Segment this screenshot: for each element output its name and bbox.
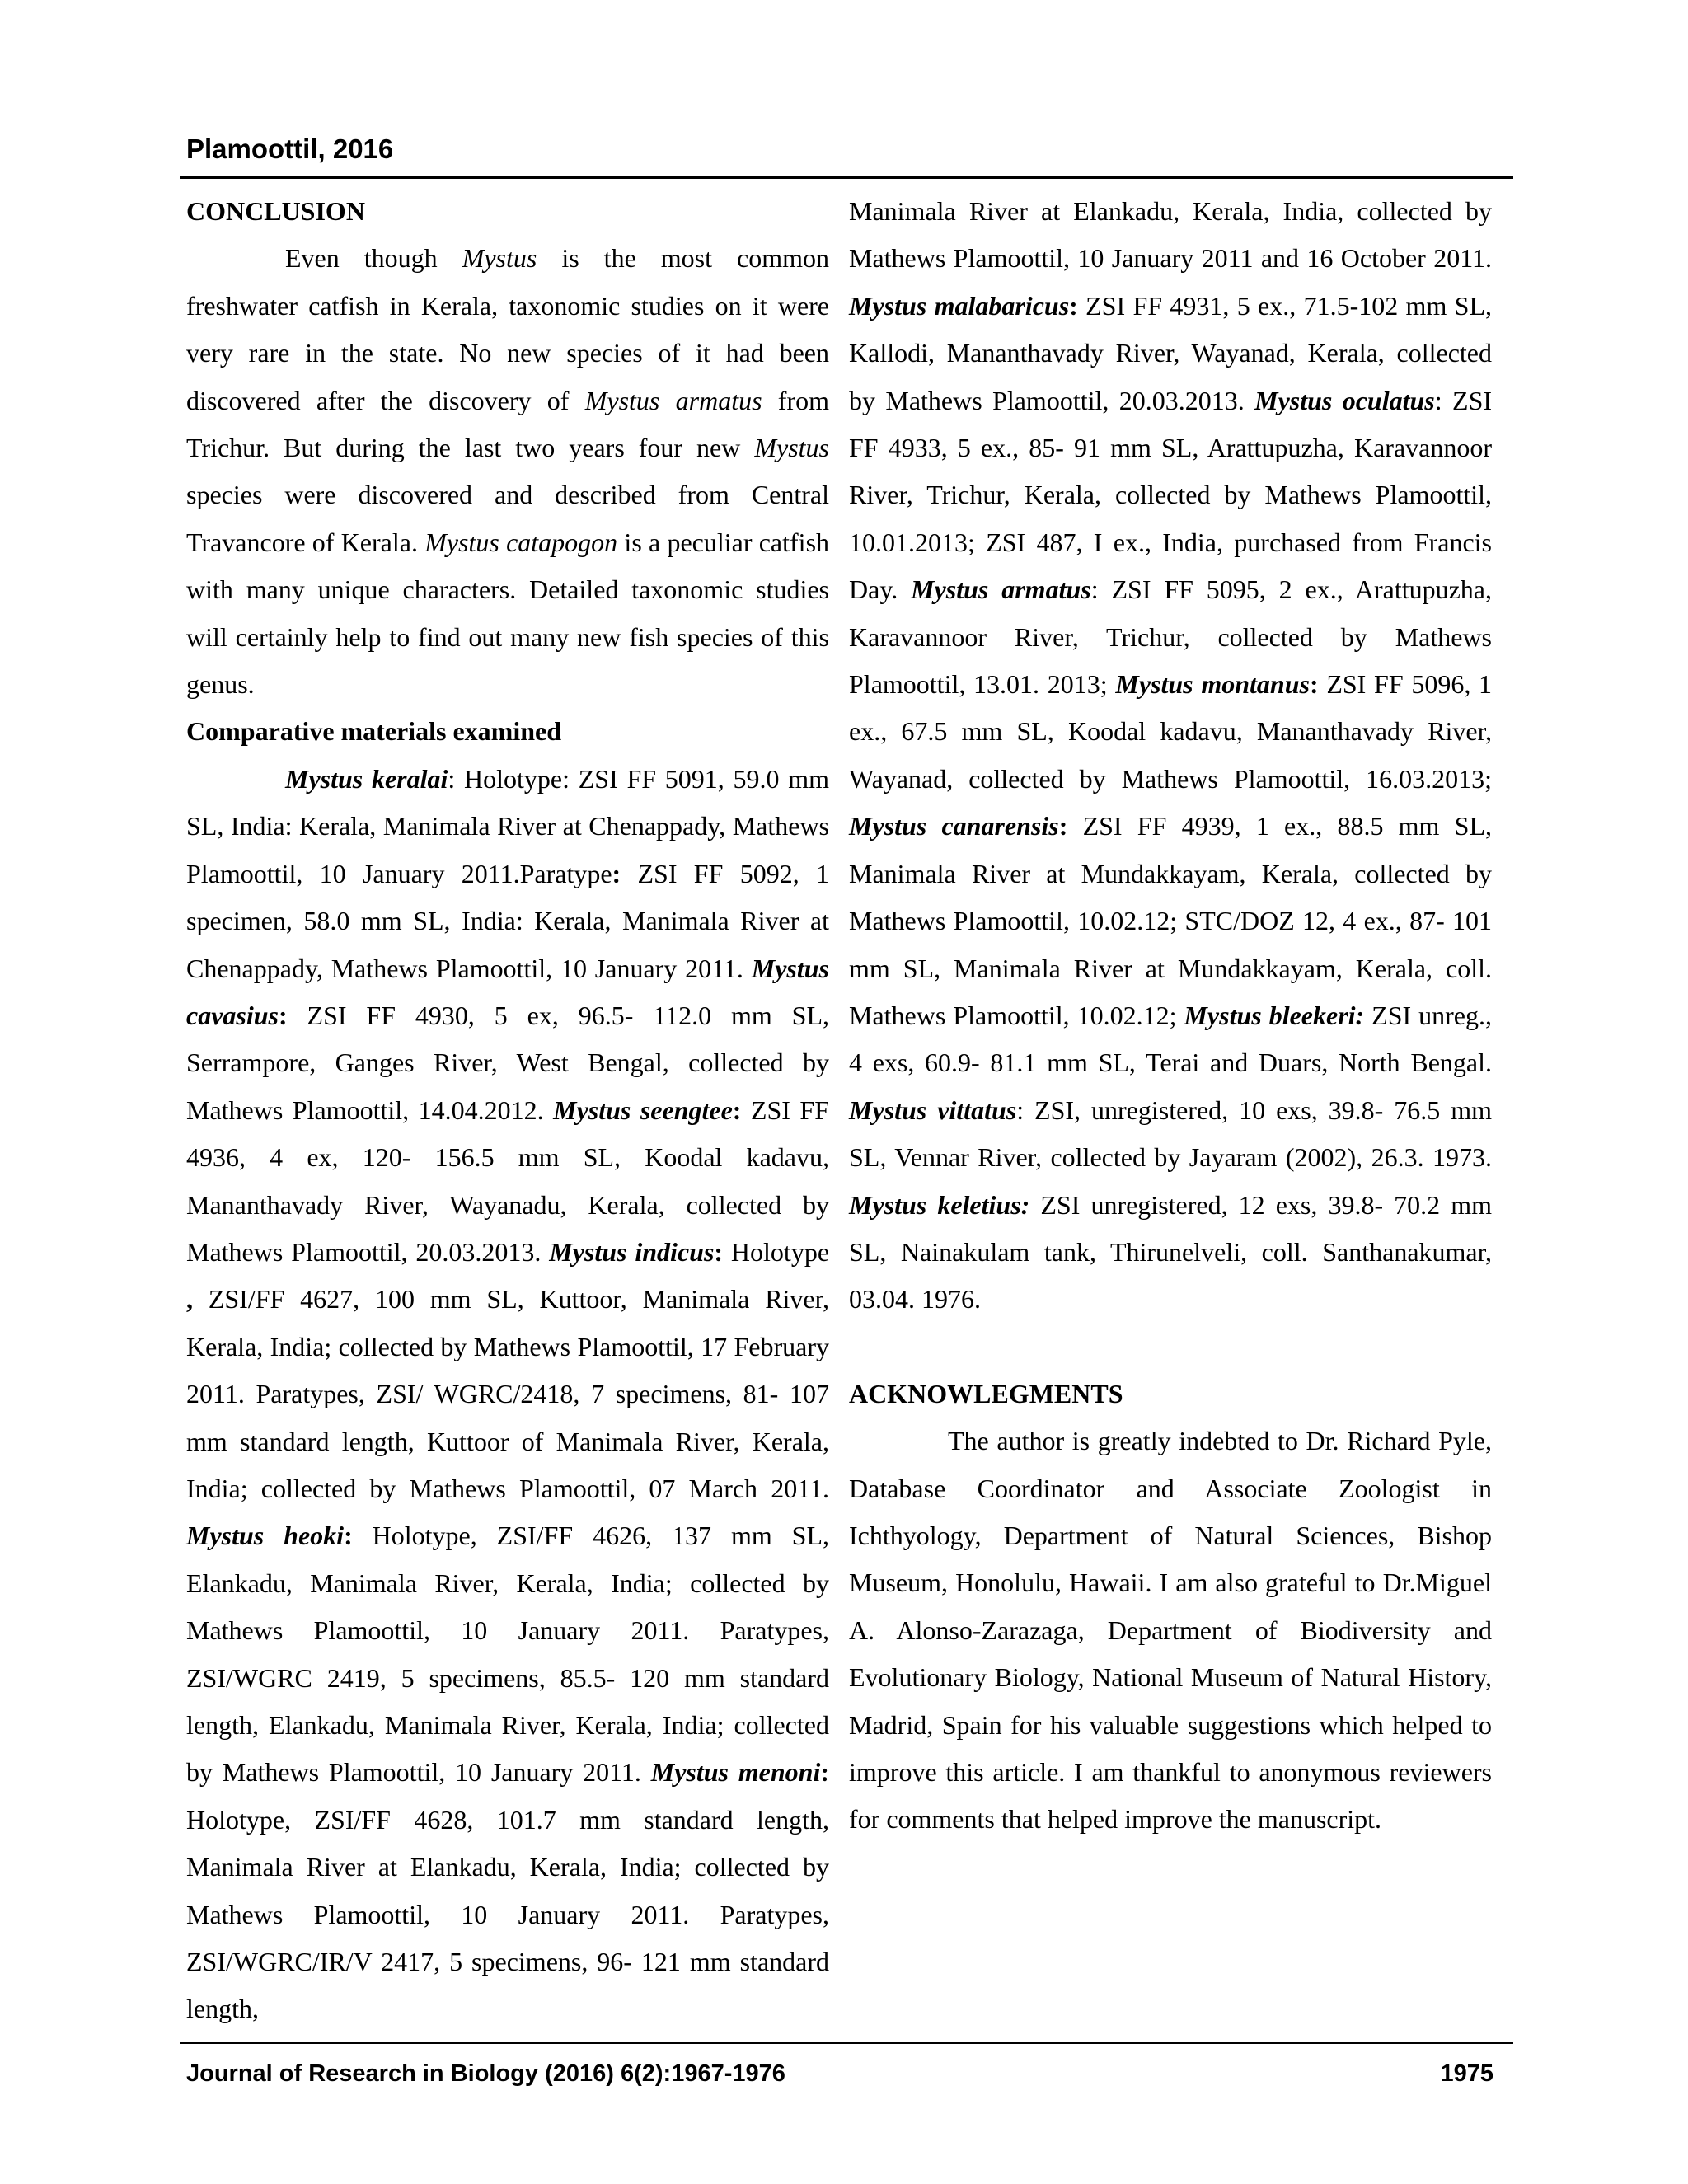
journal-citation: Journal of Research in Biology (2016) 6(2):1967-1976 [186,2060,785,2087]
punct: : [1069,290,1078,321]
punct: , [186,1284,193,1315]
taxon-name: Mystus [754,433,829,463]
page-number: 1975 [1440,2060,1493,2087]
text-run: : ZSI, unregistered, 10 exs, 39.8- 76.5 mm SL, Vennar River, collected by Jayaram (2002), 26.3. 1973. [849,1094,1493,1173]
punct: : [732,1094,742,1125]
taxon-name: Mystus armatus [584,385,762,415]
taxon-name: Mystus [462,243,537,274]
species-name: Mystus malabaricus [849,290,1070,321]
text-run: : Holotype: ZSI FF 5091, 59.0 mm SL, India: Kerala, Manimala River at Chenappady, Mathews Plamoottil, 10 January 2011.Paratype [186,763,830,888]
punct: : [1309,669,1319,700]
text-run: ZSI FF 4931, 5 ex., 71.5-102 mm SL, Kallodi, Mananthavady River, Wayanad, Kerala, collected by Mathews Plamoottil, 20.03.2013. [849,290,1493,415]
text-run: Manimala River at Elankadu, Kerala, India, collected by Mathews Plamoottil, 10 January 2011 and 16 October 2011. [849,196,1492,274]
species-name: Mystus montanus [1115,669,1310,700]
text-run: Holotype, ZSI/FF 4628, 101.7 mm standard length, Manimala River at Elankadu, Kerala, India; collected by Mathews Plamoottil, 10 January 2011. Paratypes, ZSI/WGRC/IR/V 2417, 5 specimens, 96- 121 mm standard length, [186,1804,829,2024]
species-name: Mystus armatus [911,574,1091,605]
taxon-name: Mystus catapogon [424,527,618,557]
species-name: Mystus canarensis [849,811,1059,841]
species-name: Mystus indicus [549,1236,715,1267]
header-rule [180,176,1513,179]
text-run: ZSI FF 4936, 4 ex, 120- 156.5 mm SL, Koodal kadavu, Mananthavady River, Wayanadu, Kerala, collected by Mathews Plamoottil, 20.03.2013. [186,1094,830,1267]
running-head: Plamoottil, 2016 [186,134,394,164]
text-run: Holotype, ZSI/FF 4626, 137 mm SL, Elankadu, Manimala River, Kerala, India; collected by Mathews Plamoottil, 10 January 2011. Paratypes, ZSI/WGRC 2419, 5 specimens, 85.5- 120 mm standard length, Elankadu, Manimala River, Kerala, India; collected by Mathews Plamoottil, 10 January 2011. [186,1521,830,1788]
text-run: : ZSI FF 4933, 5 ex., 85- 91 mm SL, Arattupuzha, Karavannoor River, Trichur, Kerala, collected by Mathews Plamoottil, 10.01.2013; ZSI 487, I ex., India, purchased from Francis Day. [849,385,1493,605]
species-name: Mystus keletius: [849,1189,1030,1220]
punct: : [612,858,621,888]
punct: : [344,1521,353,1551]
materials-continued-paragraph [849,188,1492,1324]
text-run: is the most common freshwater catfish in Kerala, taxonomic studies on it were very rare in the state. No new species of it had been discovered after the discovery of [186,243,829,415]
punct: : [820,1757,830,1788]
text-run: from Trichur. But during the last two years four new [186,385,829,463]
text-run: ZSI/FF 4627, 100 mm SL, Kuttoor, Manimala River, Kerala, India; collected by Mathews Plamoottil, 17 February 2011. Paratypes, ZSI/ WGRC/2418, 7 specimens, 81- 107 mm standard length, Kuttoor of Manimala River, Kerala, India; collected by Mathews Plamoottil, 07 March 2011. [186,1284,829,1503]
text-run: ZSI FF 5092, 1 specimen, 58.0 mm SL, India: Kerala, Manimala River at Chenappady, Mathews Plamoottil, 10 January 2011. [186,858,830,983]
species-name: Mystus vittatus [849,1094,1017,1125]
species-name: Mystus menoni [650,1757,821,1788]
punct: : [279,1000,288,1030]
text-run: : ZSI FF 5095, 2 ex., Arattupuzha, Karavannoor River, Trichur, collected by Mathews Plamoottil, 13.01. 2013; [849,574,1493,700]
materials-paragraph [186,756,829,2033]
species-name: Mystus cavasius [186,953,829,1030]
text-run: ZSI unregistered, 12 exs, 39.8- 70.2 mm SL, Nainakulam tank, Thirunelveli, coll. Santhanakumar, 03.04. 1976. [849,1189,1493,1315]
species-name: Mystus heoki [186,1521,345,1551]
materials-heading: Comparative materials examined [186,716,562,747]
acknowledgments-heading: ACKNOWLEGMENTS [849,1378,1123,1408]
footer-rule [180,2042,1513,2044]
punct: : [1058,811,1068,841]
text-run: is a peculiar catfish with many unique characters. Detailed taxonomic studies will certainly help to find out many new fish species of this genus. [186,527,830,700]
text-run: species were discovered and described from Central Travancore of Kerala. [186,480,829,557]
species-name: Mystus oculatus [1254,385,1435,415]
conclusion-paragraph [186,235,829,708]
acknowledgments-paragraph: The author is greatly indebted to Dr. Richard Pyle, Database Coordinator and Associate Zoologist in Ichthyology, Department of Natural Sciences, Bishop Museum, Honolulu, Hawaii. I am also grateful to Dr.Miguel A. Alonso-Zarazaga, Department of Biodiversity and Evolutionary Biology, National Museum of Natural History, Madrid, Spain for his valuable suggestions which helped to improve this article. I am thankful to anonymous reviewers for comments that helped improve the manuscript. [849,1426,1492,1835]
text-run: Holotype [723,1236,830,1267]
punct: : [714,1236,724,1267]
conclusion-heading: CONCLUSION [186,196,365,226]
species-name: Mystus keralai [285,763,448,794]
species-name: Mystus bleekeri: [1184,1000,1365,1030]
text-run: ZSI unreg., 4 exs, 60.9- 81.1 mm SL, Terai and Duars, North Bengal. [849,1000,1493,1078]
text-run: ZSI FF 5096, 1 ex., 67.5 mm SL, Koodal kadavu, Mananthavady River, Wayanad, collected by Mathews Plamoottil, 16.03.2013; [849,669,1493,794]
right-column [849,188,1492,1844]
text-run: ZSI FF 4930, 5 ex, 96.5- 112.0 mm SL, Serrampore, Ganges River, West Bengal, collected by Mathews Plamoottil, 14.04.2012. [186,1000,829,1125]
text-run: Even though [285,243,462,274]
left-column [186,188,829,2033]
species-name: Mystus seengtee [553,1094,733,1125]
text-run: ZSI FF 4939, 1 ex., 88.5 mm SL, Manimala River at Mundakkayam, Kerala, collected by Mathews Plamoottil, 10.02.12; STC/DOZ 12, 4 ex., 87- 101 mm SL, Manimala River at Mundakkayam, Kerala, coll. Mathews Plamoottil, 10.02.12; [849,811,1493,1030]
